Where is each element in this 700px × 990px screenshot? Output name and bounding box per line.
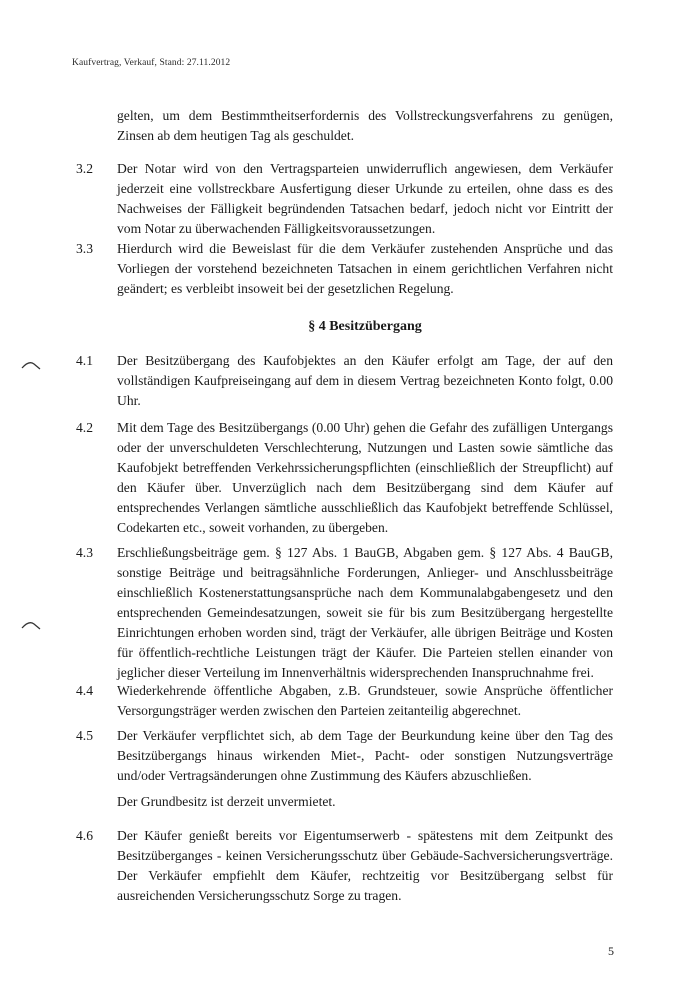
clause-text: Der Besitzübergang des Kaufobjektes an den Käufer erfolgt am Tage, der auf den vollständigen Kaufpreiseingang auf dem in diesem Vertrag bezeichneten Konto folgt, 0.00 Uhr. [117, 353, 613, 408]
clause-text: Hierdurch wird die Beweislast für die dem Verkäufer zustehenden Ansprüche und das Vorliegen der vorstehend bezeichneten Tatsachen in einem gerichtlichen Verfahren nicht geändert; es verbleibt insoweit bei der gesetzlichen Regelung. [117, 241, 613, 296]
page-number: 5 [608, 944, 614, 958]
margin-mark-icon [20, 360, 42, 370]
clause-text: Der Käufer genießt bereits vor Eigentumserwerb - spätestens mit dem Zeitpunkt des Besitzüberganges - keinen Versicherungsschutz über Gebäude-Sachversicherungsverträge. Der Verkäufer empfiehlt dem Käufer, rechtzeitig vor Besitzübergang selbst für ausreichenden Versicherungsschutz Sorge zu tragen. [117, 828, 613, 903]
document-header: Kaufvertrag, Verkauf, Stand: 27.11.2012 [72, 58, 231, 68]
clause-text: Mit dem Tage des Besitzübergangs (0.00 Uhr) gehen die Gefahr des zufälligen Untergangs oder der unverschuldeten Verschlechterung, Nutzungen und Lasten sowie sämtliche das Kaufobjekt betreffenden Verkehrssicherungspflichten (einschließlich der Streupflicht) auf den Käufer über. Unverzüglich nach dem Besitzübergang sind dem Käufer auf entsprechendes Verlangen sämtliche ausschließlich das Kaufobjekt betreffende Schlüssel, Codekarten etc., soweit vorhanden, zu übergeben. [117, 420, 613, 535]
standalone-note: Der Grundbesitz ist derzeit unvermietet. [117, 794, 336, 809]
continuation-paragraph: gelten, um dem Bestimmtheitserfordernis des Vollstreckungsverfahrens zu genügen, Zinsen ab dem heutigen Tag als geschuldet. [117, 108, 613, 143]
clause-number: 3.3 [76, 241, 93, 256]
clause-text: Der Verkäufer verpflichtet sich, ab dem Tage der Beurkundung keine über den Tag des Besitzübergangs hinaus wirkenden Miet-, Pacht- oder sonstigen Nutzungsverträge und/oder Vertragsänderungen ohne Zustimmung des Käufers abzuschließen. [117, 728, 613, 783]
clause-text: Der Notar wird von den Vertragsparteien unwiderruflich angewiesen, dem Verkäufer jederzeit eine vollstreckbare Ausfertigung dieser Urkunde zu erteilen, ohne dass es des Nachweises der Fälligkeit begründenden Tatsachen bedarf, jedoch nicht vor Eintritt der vom Notar zu überwachenden Fälligkeitsvoraussetzungen. [117, 161, 613, 236]
clause-text: Erschließungsbeiträge gem. § 127 Abs. 1 BauGB, Abgaben gem. § 127 Abs. 4 BauGB, sonstige Beiträge und beitragsähnliche Forderungen, Anlieger- und Anschlussbeiträge einschließlich Kostenerstattungsansprüche nach dem Kommunalabgabengesetz und den entsprechenden Gemeindesatzungen, soweit sie für bis zum Besitzübergang hergestellte Einrichtungen erhoben worden sind, trägt der Verkäufer, alle übrigen Beiträge und Kosten für öffentlich-rechtliche Leistungen trägt der Käufer. Die Parteien stellen einander von jeglicher dieser Verteilung im Innenverhältnis widersprechenden Inanspruchnahme frei. [117, 545, 613, 680]
margin-mark-icon [20, 620, 42, 630]
clause-number: 3.2 [76, 161, 93, 176]
clause-number: 4.2 [76, 420, 93, 435]
clause-text: Wiederkehrende öffentliche Abgaben, z.B. Grundsteuer, sowie Ansprüche öffentlicher Versorgungsträger werden zwischen den Parteien zeitanteilig abgerechnet. [117, 683, 613, 718]
clause-number: 4.3 [76, 545, 93, 560]
clause-number: 4.4 [76, 683, 93, 698]
section-heading: § 4 Besitzübergang [308, 319, 422, 334]
clause-number: 4.6 [76, 828, 93, 843]
clause-number: 4.5 [76, 728, 93, 743]
clause-number: 4.1 [76, 353, 93, 368]
